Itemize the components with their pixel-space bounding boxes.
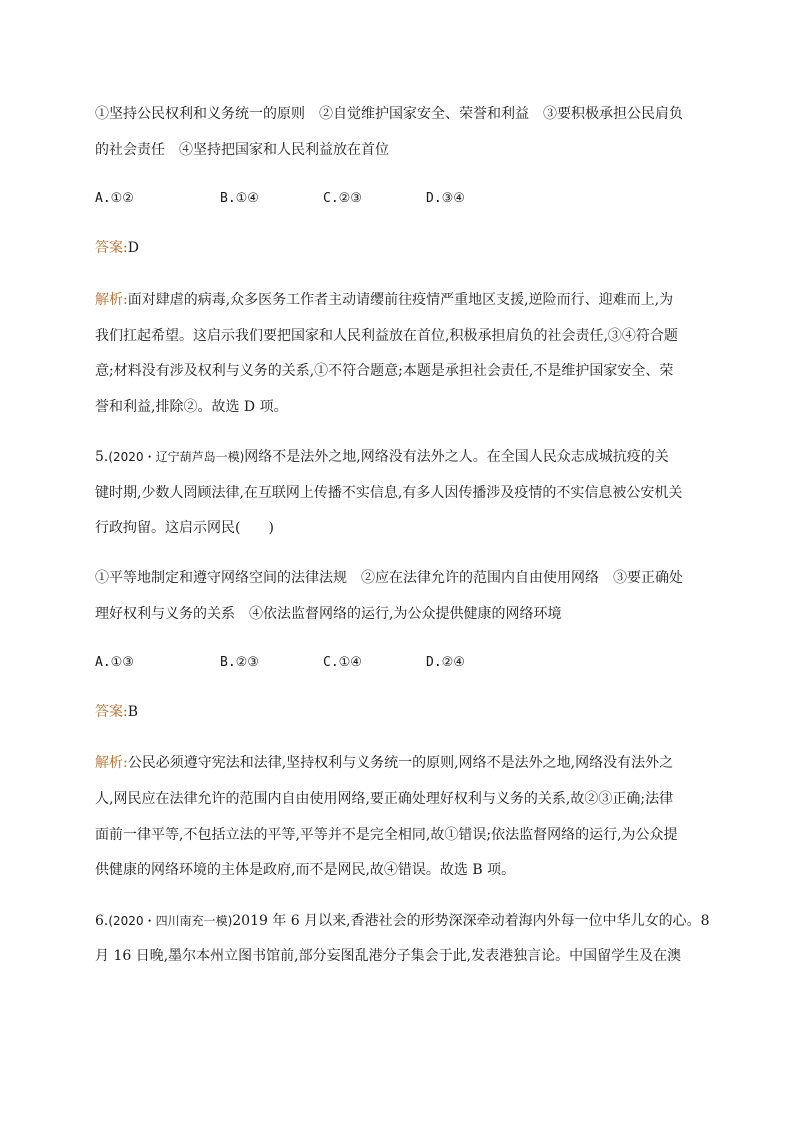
q5-stem-line-1: 5.(2020・辽宁葫芦岛一模)网络不是法外之地,网络没有法外之人。在全国人民众志成城抗疫的关 <box>95 449 669 465</box>
q4-analysis-line-3: 意;材料没有涉及权利与义务的关系,①不符合题意;本题是承担社会责任,不是维护国家安全、荣 <box>95 363 674 379</box>
q4-answer-value: D <box>127 240 139 256</box>
q6-source: (2020・四川南充一模) <box>108 914 233 928</box>
q4-answer-label: 答案: <box>95 240 128 256</box>
q5-number: 5. <box>95 449 109 465</box>
q4-answer <box>95 238 139 258</box>
q5-stem-line-2: 键时期,少数人罔顾法律,在互联网上传播不实信息,有多人因传播涉及疫情的不实信息被公安机关 <box>95 485 683 501</box>
q4-analysis-line-4: 誉和利益,排除②。故选 D 项。 <box>95 399 288 415</box>
q5-option-c: C.①④ <box>323 655 362 670</box>
q5-stem-line-3: 行政拘留。这启示网民( ) <box>95 520 274 536</box>
q5-analysis-line-2: 人,网民应在法律允许的范围内自由使用网络,要正确处理好权利与义务的关系,故②③正确;法律 <box>95 791 674 807</box>
q4-statements-line-2: 的社会责任 ④坚持把国家和人民利益放在首位 <box>95 142 389 158</box>
q4-analysis-line-2: 我们扛起希望。这启示我们要把国家和人民利益放在首位,积极承担肩负的社会责任,③④符合题 <box>95 328 678 344</box>
q4-option-c: C.②③ <box>323 191 362 206</box>
q5-analysis-line-3: 面前一律平等,不包括立法的平等,平等并不是完全相同,故①错误;依法监督网络的运行,为公众提 <box>95 827 678 843</box>
q4-option-a: A.①② <box>95 191 134 206</box>
q4-option-d: D.③④ <box>426 191 465 206</box>
q4-analysis-label: 解析: <box>95 292 128 308</box>
q4-option-b: B.①④ <box>220 191 259 206</box>
q5-statements-line-2: 理好权利与义务的关系 ④依法监督网络的运行,为公众提供健康的网络环境 <box>95 606 562 622</box>
q5-option-b: B.②③ <box>220 655 259 670</box>
q5-analysis-line-4: 供健康的网络环境的主体是政府,而不是网民,故④错误。故选 B 项。 <box>95 862 516 878</box>
q6-stem-line-1: 6.(2020・四川南充一模)2019 年 6 月以来,香港社会的形势深深牵动着海内外每一位中华儿女的心。8 <box>95 913 710 929</box>
q5-option-d: D.②④ <box>426 655 465 670</box>
q5-option-a: A.①③ <box>95 655 134 670</box>
q4-statements-line-1: ①坚持公民权利和义务统一的原则 ②自觉维护国家安全、荣誉和利益 ③要积极承担公民肩负 <box>95 106 683 122</box>
q5-statements-line-1: ①平等地制定和遵守网络空间的法律法规 ②应在法律允许的范围内自由使用网络 ③要正确处 <box>95 570 683 586</box>
q6-stem-line-2: 月 16 日晚,墨尔本州立图书馆前,部分妄图乱港分子集会于此,发表港独言论。中国留学生及在澳 <box>95 948 682 964</box>
q5-answer-value: B <box>127 704 139 720</box>
q6-number: 6. <box>95 913 109 929</box>
q4-analysis-line-1: 解析:面对肆虐的病毒,众多医务工作者主动请缨前往疫情严重地区支援,逆险而行、迎难而上,为 <box>95 292 674 308</box>
q5-source: (2020・辽宁葫芦岛一模) <box>108 450 245 464</box>
q5-answer-label: 答案: <box>95 704 128 720</box>
q5-answer <box>95 702 138 722</box>
q5-analysis-line-1: 解析:公民必须遵守宪法和法律,坚持权利与义务统一的原则,网络不是法外之地,网络没有法外之 <box>95 755 674 771</box>
q5-analysis-label: 解析: <box>95 755 128 771</box>
